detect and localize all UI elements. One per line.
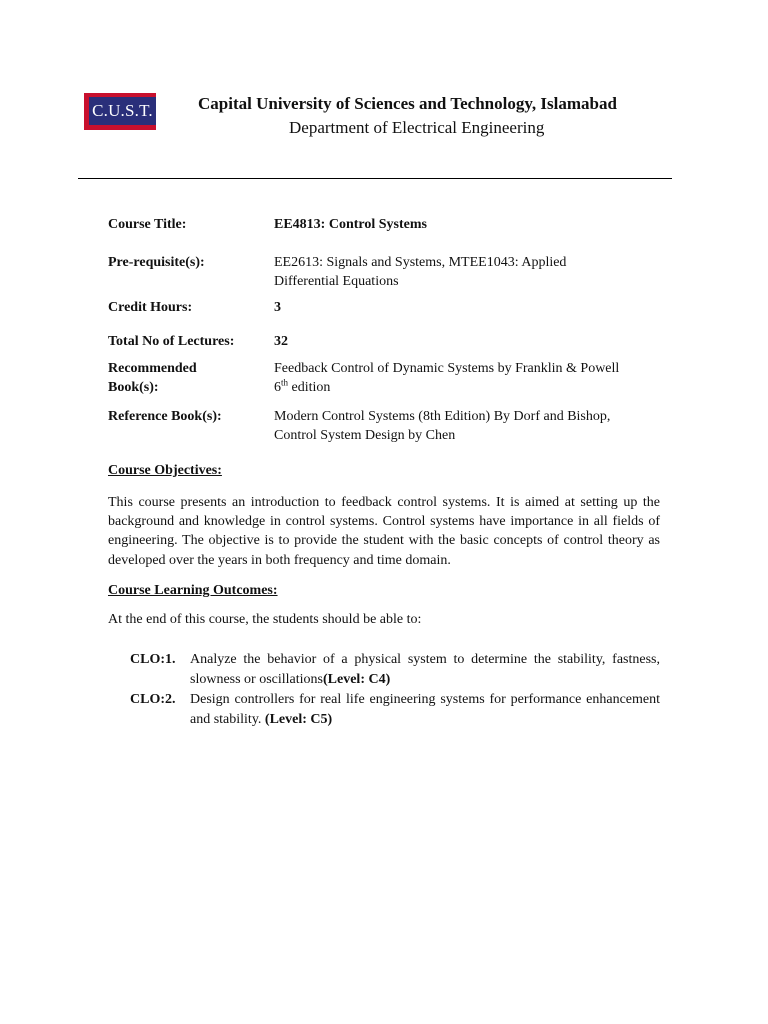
prereq-line-1: EE2613: Signals and Systems, MTEE1043: Applied [274,255,567,270]
recommended-label-line-2: Book(s): [108,380,159,395]
university-name: Capital University of Sciences and Technology, Islamabad [198,94,617,113]
prereq-value [274,253,674,291]
edition-superscript: th [281,377,289,388]
reference-books-label: Reference Book(s): [108,409,222,424]
clo-1-description: Analyze the behavior of a physical system to determine the stability, fastness, slowness or oscillations [190,652,660,687]
reference-book-line-2: Control System Design by Chen [274,428,456,443]
lectures-value: 32 [274,334,288,349]
recommended-books-label [108,359,197,397]
objectives-text: This course presents an introduction to feedback control systems. It is aimed at setting up the background and knowledge in control systems. Control systems have importance in all fields of engineering. The objective is to provide the student with the basic concepts of control theory as developed over the years in both frequency and time domain. [108,495,660,568]
edition-number: 6 [274,380,281,395]
edition-word: edition [288,380,331,395]
university-logo [84,93,156,130]
recommended-books-value [274,359,674,397]
lectures-label: Total No of Lectures: [108,334,235,349]
outcomes-intro: At the end of this course, the students should be able to: [108,612,422,627]
recommended-book-line-1: Feedback Control of Dynamic Systems by Franklin & Powell [274,361,620,376]
clo-2-text [190,690,660,730]
course-title-value: EE4813: Control Systems [274,217,427,232]
clo-2-level: (Level: C5) [264,712,333,727]
outcomes-heading: Course Learning Outcomes: [108,583,278,598]
prereq-label: Pre-requisite(s): [108,255,205,270]
clo-1-level: (Level: C4) [323,672,391,687]
objectives-heading: Course Objectives: [108,463,222,478]
clo-1-text [190,650,660,690]
credit-hours-label: Credit Hours: [108,300,193,315]
clo-1-label: CLO:1. [130,652,176,667]
department-name: Department of Electrical Engineering [289,118,545,137]
reference-book-line-1: Modern Control Systems (8th Edition) By Dorf and Bishop, [274,409,611,424]
header-divider [78,178,672,179]
clo-2-description: Design controllers for real life engineering systems for performance enhancement and stability. [190,692,660,727]
course-title-label: Course Title: [108,217,187,232]
credit-hours-value: 3 [274,300,281,315]
reference-books-value [274,407,674,445]
prereq-line-2: Differential Equations [274,274,399,289]
logo-text: C.U.S.T. [89,97,156,125]
clo-2-label: CLO:2. [130,692,176,707]
recommended-book-edition [274,378,674,397]
recommended-label-line-1: Recommended [108,361,197,376]
